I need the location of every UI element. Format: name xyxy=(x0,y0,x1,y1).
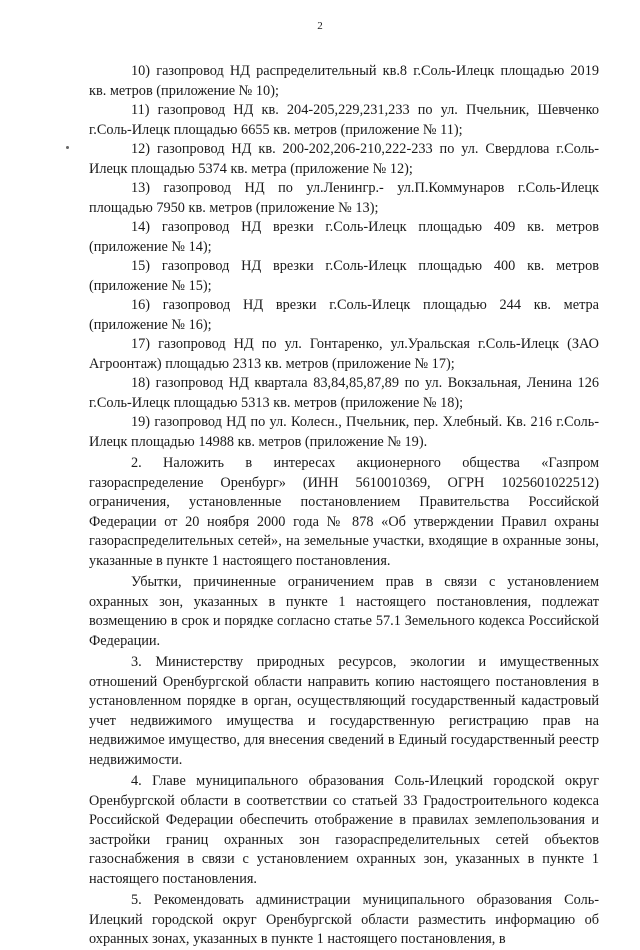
list-item-13: 13) газопровод НД по ул.Ленингр.- ул.П.Коммунаров г.Соль-Илецк площадью 7950 кв. метров (приложение № 13); xyxy=(89,180,599,216)
margin-dot xyxy=(66,146,69,149)
page-number: 2 xyxy=(317,20,323,32)
list-item-18: 18) газопровод НД квартала 83,84,85,87,89 по ул. Вокзальная, Ленина 126 г.Соль-Илецк площадью 5313 кв. метров (приложение № 18); xyxy=(89,375,599,411)
clause-3: 3. Министерству природных ресурсов, экологии и имущественных отношений Оренбургской области направить копию настоящего постановления в установленном порядке в орган, осуществляющий государственный кадастровый учет недвижимого имущества и государственную регистрацию прав на недвижимое имущество, для внесения сведений в Единый государственный реестр недвижимости. xyxy=(89,654,599,768)
list-item-16: 16) газопровод НД врезки г.Соль-Илецк площадью 244 кв. метра (приложение № 16); xyxy=(89,297,599,333)
clause-2-damages: Убытки, причиненные ограничением прав в связи с установлением охранных зон, указанных в пункте 1 настоящего постановления, подлежат возмещению в срок и порядке согласно статье 57.1 Земельного кодекса Российской Федерации. xyxy=(89,574,599,649)
clause-5: 5. Рекомендовать администрации муниципального образования Соль-Илецкий городской округ Оренбургской области разместить информацию об охранных зонах, указанных в пункте 1 настоящего постановления, в xyxy=(89,892,599,947)
list-item-17: 17) газопровод НД по ул. Гонтаренко, ул.Уральская г.Соль-Илецк (ЗАО Агроонтаж) площадью 2313 кв. метров (приложение № 17); xyxy=(89,336,599,372)
list-item-10: 10) газопровод НД распределительный кв.8 г.Соль-Илецк площадью 2019 кв. метров (приложение № 10); xyxy=(89,63,599,99)
list-item-19: 19) газопровод НД по ул. Колесн., Пчельник, пер. Хлебный. Кв. 216 г.Соль-Илецк площадью 14988 кв. метров (приложение № 19). xyxy=(89,414,599,450)
list-item-15: 15) газопровод НД врезки г.Соль-Илецк площадью 400 кв. метров (приложение № 15); xyxy=(89,258,599,294)
document-body xyxy=(89,62,599,950)
list-item-11: 11) газопровод НД кв. 204-205,229,231,233 по ул. Пчельник, Шевченко г.Соль-Илецк площадью 6655 кв. метров (приложение № 11); xyxy=(89,102,599,138)
clause-2: 2. Наложить в интересах акционерного общества «Газпром газораспределение Оренбург» (ИНН 5610010369, ОГРН 1025601022512) ограничения, установленные постановлением Правительства Российской Федерации от 20 ноября 2000 года № 878 «Об утверждении Правил охраны газораспределительных сетей», на земельные участки, входящие в охранные зоны, указанные в пункте 1 настоящего постановления. xyxy=(89,455,599,569)
list-item-14: 14) газопровод НД врезки г.Соль-Илецк площадью 409 кв. метров (приложение № 14); xyxy=(89,219,599,255)
list-item-12: 12) газопровод НД кв. 200-202,206-210,222-233 по ул. Свердлова г.Соль-Илецк площадью 5374 кв. метра (приложение № 12); xyxy=(89,141,599,177)
clause-4: 4. Главе муниципального образования Соль-Илецкий городской округ Оренбургской области в соответствии со статьей 33 Градостроительного кодекса Российской Федерации обеспечить отображение в правилах землепользования и застройки границ охранных зон газораспределительных сетей объектов газоснабжения в связи с установлением охранных зон, указанных в пункте 1 настоящего постановления. xyxy=(89,773,599,887)
